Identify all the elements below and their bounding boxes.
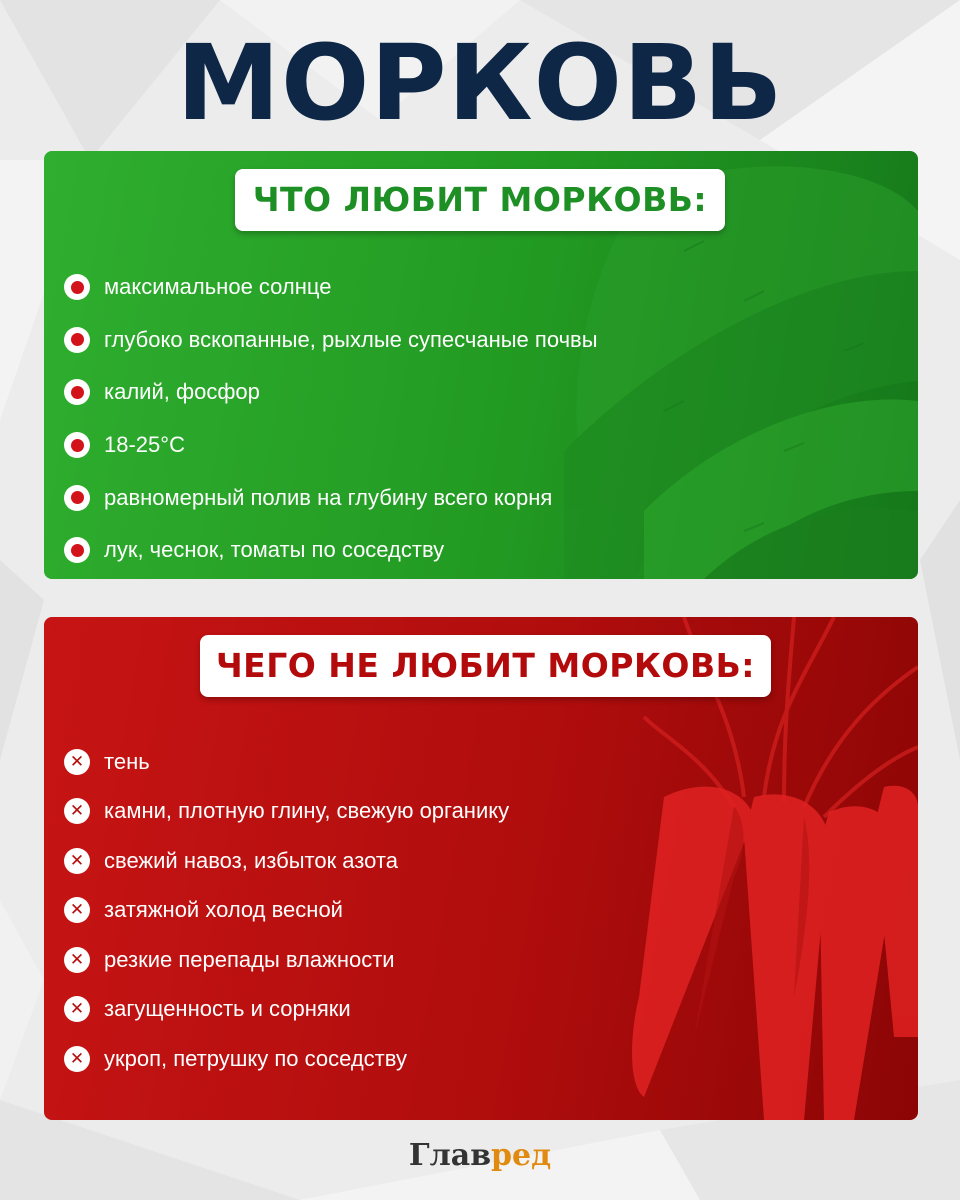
- x-bullet-icon: ✕: [64, 1046, 90, 1072]
- dot-bullet-icon: [64, 274, 90, 300]
- dot-bullet-icon: [64, 379, 90, 405]
- list-item: [64, 886, 509, 936]
- list-item: [64, 737, 509, 787]
- list-item-text: глубоко вскопанные, рыхлые супесчаные почвы: [104, 326, 598, 352]
- list-item-text: лук, чеснок, томаты по соседству: [104, 537, 445, 563]
- likes-list: [64, 261, 598, 577]
- list-item: [64, 836, 509, 886]
- x-bullet-icon: ✕: [64, 947, 90, 973]
- list-item: [64, 1034, 509, 1084]
- x-bullet-icon: ✕: [64, 996, 90, 1022]
- list-item: [64, 471, 598, 524]
- list-item: [64, 524, 598, 577]
- list-item-text: камни, плотную глину, свежую органику: [104, 798, 510, 824]
- list-item: [64, 314, 598, 367]
- list-item-text: 18-25°С: [104, 432, 185, 458]
- dot-bullet-icon: [64, 327, 90, 353]
- brand-logo: [0, 1138, 960, 1173]
- list-item-text: укроп, петрушку по соседству: [104, 1045, 407, 1071]
- dot-bullet-icon: [64, 485, 90, 511]
- list-item-text: резкие перепады влажности: [104, 946, 395, 972]
- dislikes-list: [64, 737, 509, 1084]
- list-item-text: тень: [104, 748, 150, 774]
- dot-bullet-icon: [64, 432, 90, 458]
- likes-panel: [44, 151, 918, 579]
- page-title: МОРКОВЬ: [176, 22, 784, 144]
- list-item-text: калий, фосфор: [104, 379, 260, 405]
- dislikes-panel: [44, 617, 918, 1120]
- list-item: [64, 787, 509, 837]
- list-item: [64, 935, 509, 985]
- x-bullet-icon: ✕: [64, 749, 90, 775]
- list-item: [64, 985, 509, 1035]
- dot-bullet-icon: [64, 537, 90, 563]
- brand-logo-part1: Глав: [408, 1138, 492, 1173]
- x-bullet-icon: ✕: [64, 848, 90, 874]
- list-item-text: свежий навоз, избыток азота: [104, 847, 398, 873]
- list-item: [64, 261, 598, 314]
- x-bullet-icon: ✕: [64, 798, 90, 824]
- list-item: [64, 419, 598, 472]
- list-item-text: максимальное солнце: [104, 274, 332, 300]
- list-item-text: загущенность и сорняки: [104, 996, 351, 1022]
- brand-logo-part2: ред: [491, 1138, 552, 1173]
- likes-heading: ЧТО ЛЮБИТ МОРКОВЬ:: [235, 169, 725, 231]
- list-item: [64, 366, 598, 419]
- dislikes-heading: ЧЕГО НЕ ЛЮБИТ МОРКОВЬ:: [200, 635, 771, 697]
- list-item-text: затяжной холод весной: [104, 897, 343, 923]
- list-item-text: равномерный полив на глубину всего корня: [104, 484, 553, 510]
- x-bullet-icon: ✕: [64, 897, 90, 923]
